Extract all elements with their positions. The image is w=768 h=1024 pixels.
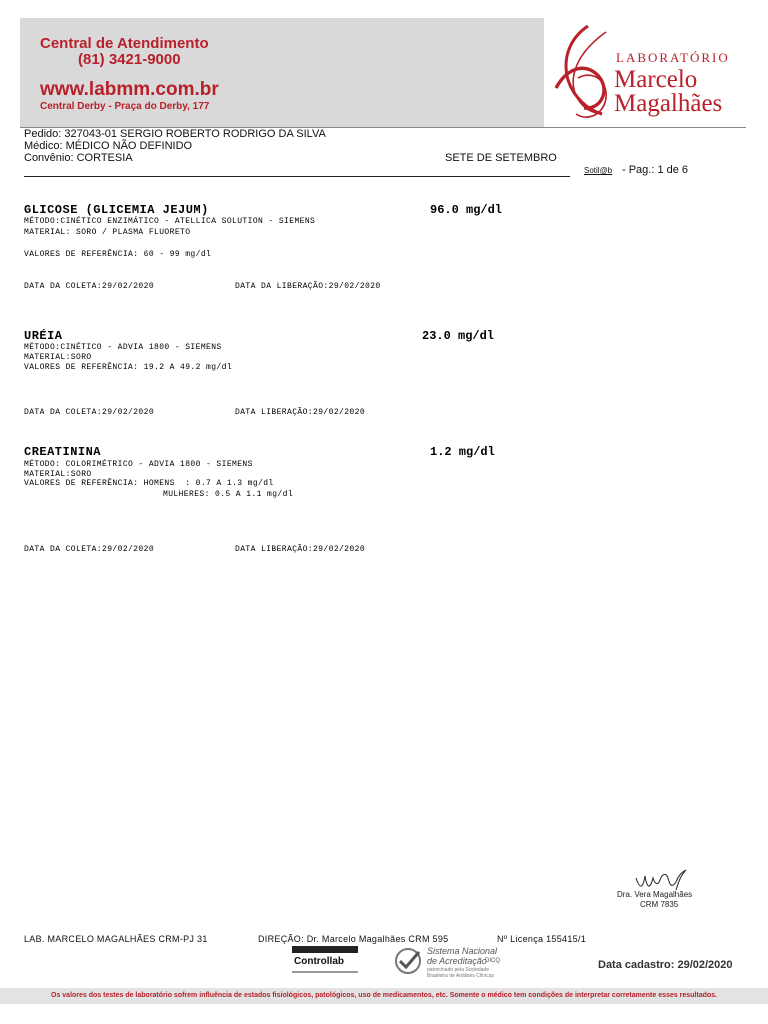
exam-result-creatinina: 1.2 mg/dl <box>430 445 495 459</box>
dicq-title: Sistema Nacional <box>427 946 498 956</box>
controllab-banner <box>292 946 358 953</box>
dicq-note-2: Brasileira de Análises Clínicas <box>427 973 494 979</box>
dicq-subtitle: de Acreditação <box>427 956 487 966</box>
exam-collection-date: DATA DA COLETA:29/02/2020 <box>24 545 155 554</box>
signature-icon <box>634 866 690 892</box>
exam-collection-date: DATA DA COLETA:29/02/2020 <box>24 408 155 417</box>
controllab-underline <box>292 971 358 973</box>
unit-name: SETE DE SETEMBRO <box>445 152 557 164</box>
exam-collection-date: DATA DA COLETA:29/02/2020 <box>24 282 155 291</box>
logo-name-last: Magalhães <box>614 90 723 117</box>
exam-release-date: DATA LIBERAÇÃO:29/02/2020 <box>235 545 366 554</box>
operator-code: Sotil@b <box>584 166 613 175</box>
exam-reference-women: MULHERES: 0.5 A 1.1 mg/dl <box>163 490 294 499</box>
dicq-tag: DICQ <box>485 958 500 964</box>
dicq-note-1: patrocinado pela Sociedade <box>427 967 489 973</box>
exam-reference: VALORES DE REFERÊNCIA: 60 - 99 mg/dl <box>24 250 212 259</box>
controllab-name: Controllab <box>294 956 344 967</box>
signature-name: Dra. Vera Magalhães <box>617 890 693 899</box>
exam-release-date: DATA DA LIBERAÇÃO:29/02/2020 <box>235 282 381 291</box>
footer-license: Nº Licença 155415/1 <box>497 934 587 944</box>
info-divider <box>24 176 570 177</box>
exam-material: MATERIAL:SORO <box>24 470 92 479</box>
logo <box>548 18 746 128</box>
contact-title: Central de Atendimento <box>40 35 209 52</box>
signature-crm: CRM 7835 <box>640 900 679 909</box>
exam-title-creatinina: CREATININA <box>24 445 102 459</box>
address: Central Derby - Praça do Derby, 177 <box>40 101 210 112</box>
exam-result-glicose: 96.0 mg/dl <box>430 203 503 217</box>
website-link[interactable]: www.labmm.com.br <box>40 79 219 100</box>
logo-name-first: Marcelo <box>614 66 698 93</box>
registration-date: Data cadastro: 29/02/2020 <box>598 959 733 971</box>
exam-result-ureia: 23.0 mg/dl <box>422 329 495 343</box>
footer-direction: DIREÇÃO: Dr. Marcelo Magalhães CRM 595 <box>258 934 449 944</box>
exam-method: MÉTODO: COLORIMÉTRICO - ADVIA 1800 - SIEMENS <box>24 460 253 469</box>
exam-method: MÉTODO:CINÉTICO ENZIMÁTICO - ATELLICA SOLUTION - SIEMENS <box>24 217 316 226</box>
exam-reference: VALORES DE REFERÊNCIA: 19.2 A 49.2 mg/dl <box>24 363 233 372</box>
exam-release-date: DATA LIBERAÇÃO:29/02/2020 <box>235 408 366 417</box>
doctor: Médico: MÉDICO NÃO DEFINIDO <box>24 140 193 152</box>
exam-title-ureia: URÉIA <box>24 329 63 343</box>
controllab-badge <box>292 946 358 980</box>
page-indicator: - Pag.: 1 de 6 <box>622 164 689 176</box>
footer-lab: LAB. MARCELO MAGALHÃES CRM-PJ 31 <box>24 934 208 944</box>
insurance: Convênio: CORTESIA <box>24 152 133 164</box>
contact-phone: (81) 3421-9000 <box>78 51 181 68</box>
disclaimer-text: Os valores dos testes de laboratório sofrem influência de estados fisiológicos, patológicos, uso de medicamentos, etc. Somente o médico tem condições de interpretar corretamente esses resultados. <box>51 992 717 999</box>
exam-material: MATERIAL:SORO <box>24 353 92 362</box>
disclaimer-bar <box>0 988 768 1004</box>
dicq-check-icon <box>393 946 423 976</box>
order-patient: Pedido: 327043-01 SERGIO ROBERTO RODRIGO DA SILVA <box>24 128 326 140</box>
logo-label: LABORATÓRIO <box>616 50 730 65</box>
exam-reference: VALORES DE REFERÊNCIA: HOMENS : 0.7 A 1.3 mg/dl <box>24 479 274 488</box>
exam-title-glicose: GLICOSE (GLICEMIA JEJUM) <box>24 203 209 217</box>
exam-method: MÉTODO:CINÉTICO - ADVIA 1800 - SIEMENS <box>24 343 222 352</box>
exam-material: MATERIAL: SORO / PLASMA FLUORETO <box>24 228 191 237</box>
